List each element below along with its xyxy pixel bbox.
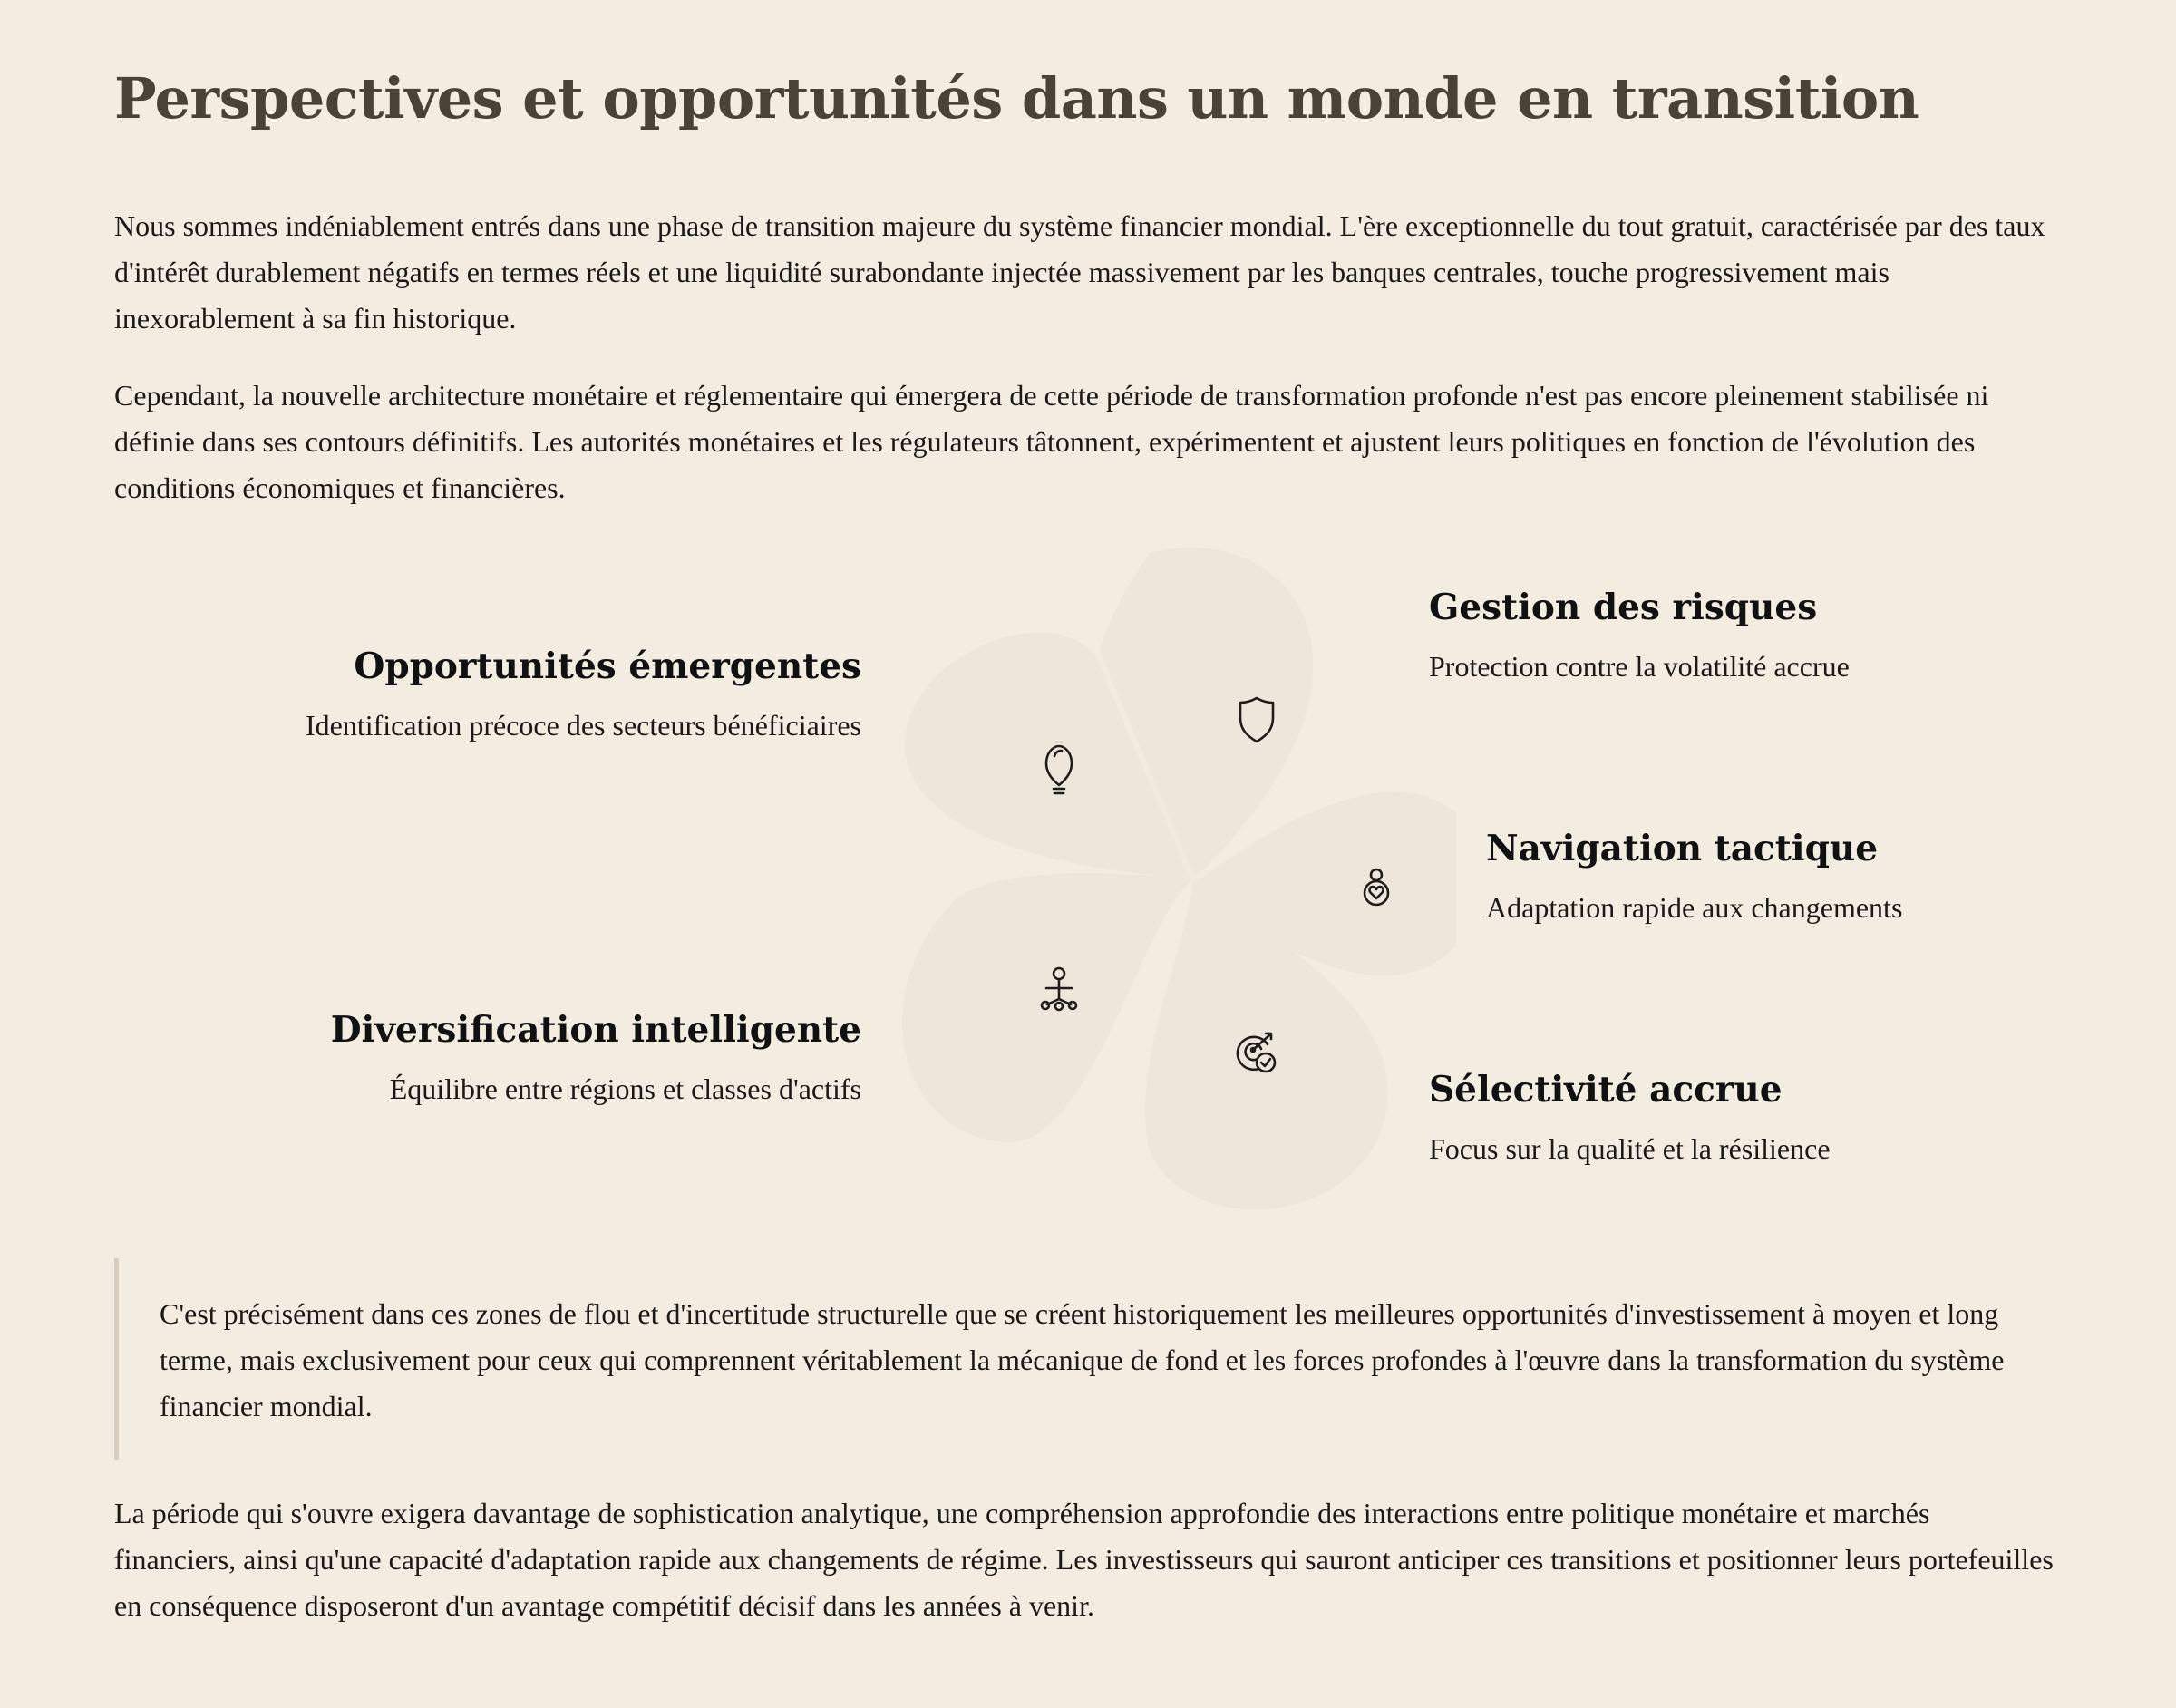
feature-description: Adaptation rapide aux changements xyxy=(1486,891,1903,924)
feature-title: Navigation tactique xyxy=(1486,828,1879,869)
pull-quote xyxy=(114,1258,2023,1460)
feature-title: Gestion des risques xyxy=(1429,587,1818,628)
feature-gestion xyxy=(1429,587,1850,684)
feature-description: Équilibre entre régions et classes d'actifs xyxy=(389,1072,861,1105)
feature-title: Opportunités émergentes xyxy=(354,645,861,687)
feature-selectivite xyxy=(1429,1069,1831,1166)
feature-opportunites xyxy=(306,645,861,742)
page-title: Perspectives et opportunités dans un monde en transition xyxy=(114,65,1919,131)
quote-text: C'est précisément dans ces zones de flou et d'incertitude structurelle que se créent historiquement les meilleures opportunités d'investissement à moyen et long terme, mais exclusivement pour ceux qui comprennent véritablement la mécanique de fond et les forces profondes à l'œuvre dans la transformation du système financier mondial. xyxy=(160,1297,2005,1422)
feature-description: Identification précoce des secteurs bénéficiaires xyxy=(305,709,861,742)
feature-diversification xyxy=(331,1009,861,1106)
feature-description: Protection contre la volatilité accrue xyxy=(1429,650,1850,683)
strategy-diagram xyxy=(114,544,2062,1233)
feature-navigation xyxy=(1486,828,1902,925)
flower-graphic xyxy=(785,544,1456,1233)
feature-description: Focus sur la qualité et la résilience xyxy=(1429,1132,1831,1165)
conclusion-paragraph: La période qui s'ouvre exigera davantage de sophistication analytique, une compréhension approfondie des interactions entre politique monétaire et marchés financiers, ainsi qu'une capacité d'adaptation rapide aux changements de régime. Les investisseurs qui sauront anticiper ces transitions et positionner leurs portefeuilles en conséquence disposeront d'un avantage compétitif décisif dans les années à venir. xyxy=(114,1497,2054,1622)
intro-paragraph-2: Cependant, la nouvelle architecture monétaire et réglementaire qui émergera de cette période de transformation profonde n'est pas encore pleinement stabilisée ni définie dans ses contours définitifs. Les autorités monétaires et les régulateurs tâtonnent, expérimentent et ajustent leurs politiques en fonction de l'évolution des conditions économiques et financières. xyxy=(114,379,1989,504)
intro-paragraph-1: Nous sommes indéniablement entrés dans une phase de transition majeure du système financier mondial. L'ère exceptionnelle du tout gratuit, caractérisée par des taux d'intérêt durablement négatifs en termes réels et une liquidité surabondante injectée massivement par les banques centrales, touche progressivement mais inexorablement à sa fin historique. xyxy=(114,209,2045,335)
feature-title: Diversification intelligente xyxy=(330,1009,861,1051)
feature-title: Sélectivité accrue xyxy=(1429,1069,1783,1111)
